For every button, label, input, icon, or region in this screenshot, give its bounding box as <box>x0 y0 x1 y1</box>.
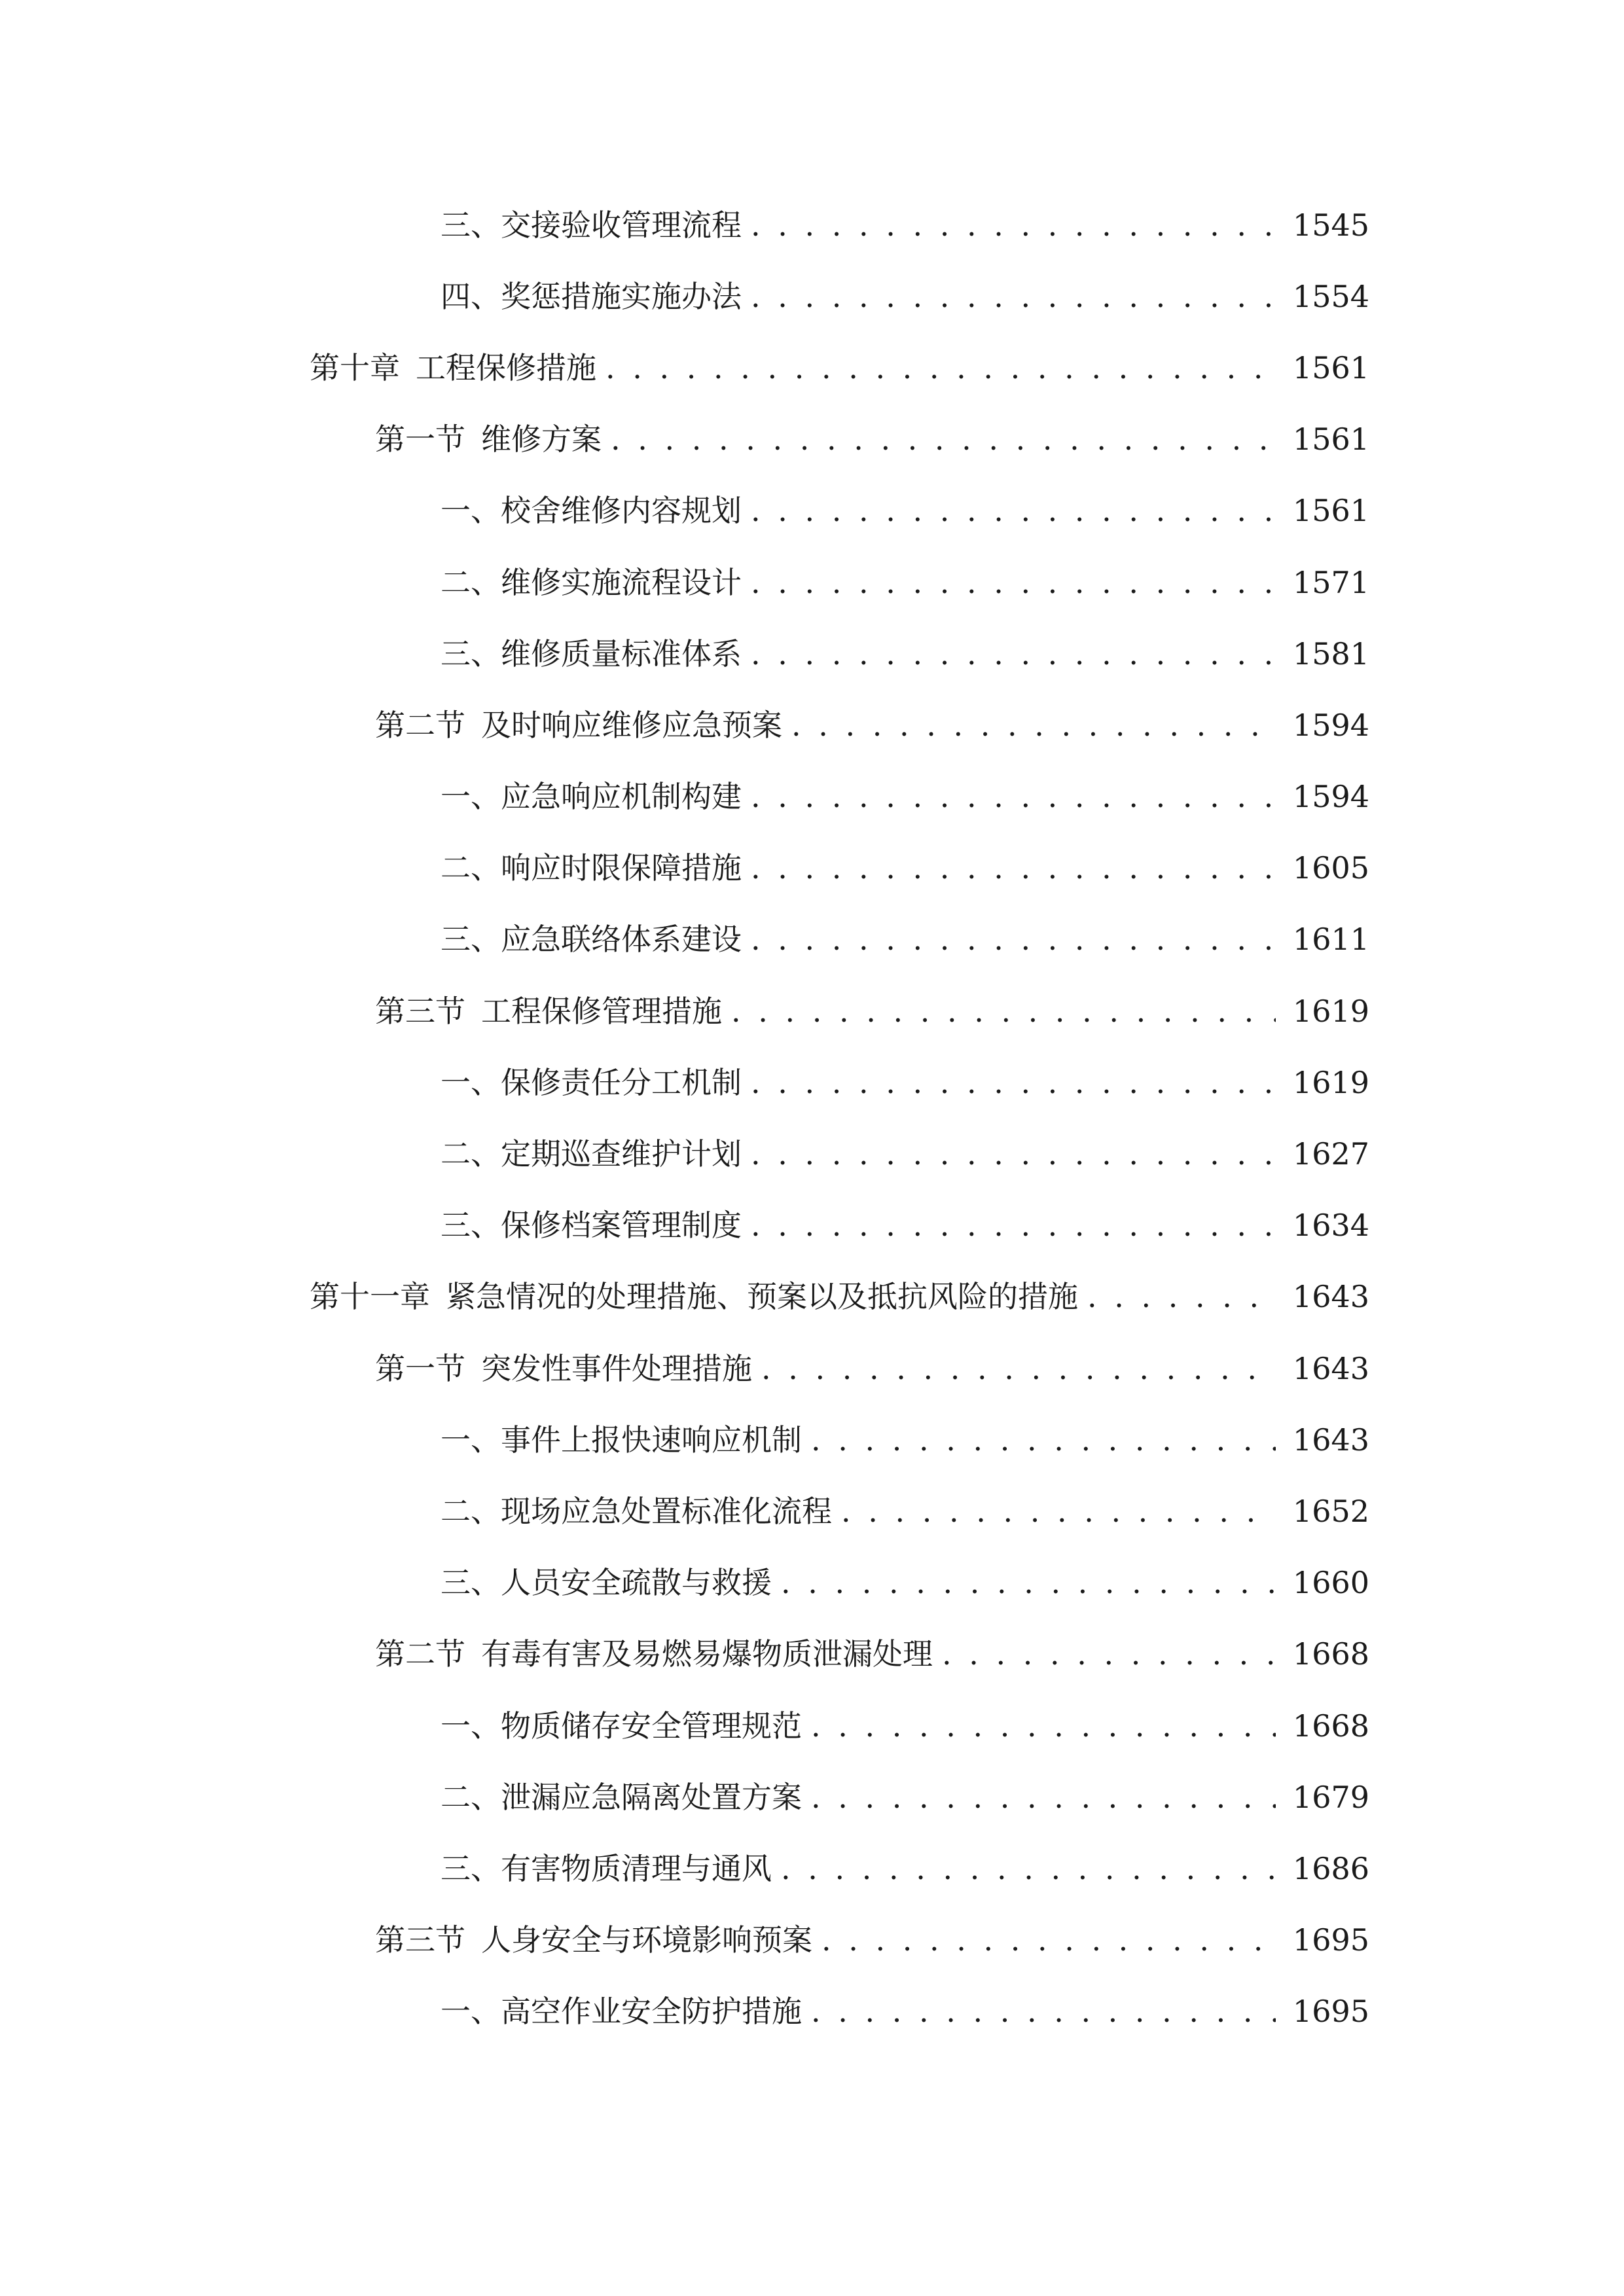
dot-leader <box>811 1782 1276 1812</box>
toc-entry-title: 交接验收管理流程 <box>501 207 742 243</box>
toc-page-number: 1643 <box>1292 1279 1369 1315</box>
toc-entry-title: 工程保修管理措施 <box>481 993 722 1029</box>
toc-entry-number: 一、 <box>441 779 501 815</box>
dot-leader <box>751 781 1276 812</box>
dot-leader <box>751 495 1276 526</box>
toc-subsection-entry[interactable] <box>0 904 1624 975</box>
toc-page-number: 1643 <box>1292 1422 1369 1458</box>
toc-page-number: 1619 <box>1292 993 1369 1029</box>
toc-subsection-entry[interactable] <box>0 475 1624 547</box>
toc-entry-title: 维修实施流程设计 <box>501 564 742 600</box>
toc-page-number: 1660 <box>1292 1565 1369 1601</box>
toc-subsection-entry[interactable] <box>0 761 1624 833</box>
toc-entry-number: 三、 <box>441 922 501 958</box>
toc-entry-title: 事件上报快速响应机制 <box>501 1422 802 1458</box>
dot-leader <box>751 853 1276 883</box>
toc-subsection-entry[interactable] <box>0 1761 1624 1833</box>
toc-page-number: 1545 <box>1292 207 1369 243</box>
toc-entry-number: 三、 <box>441 636 501 672</box>
toc-subsection-entry[interactable] <box>0 618 1624 689</box>
dot-leader <box>761 1354 1276 1384</box>
toc-entry-title: 人员安全疏散与救援 <box>501 1565 772 1601</box>
toc-entry-number: 三、 <box>441 1565 501 1601</box>
toc-page-number: 1594 <box>1292 707 1369 743</box>
toc-page-number: 1686 <box>1292 1850 1369 1886</box>
toc-subsection-entry[interactable] <box>0 1690 1624 1761</box>
toc-entry-title: 突发性事件处理措施 <box>481 1350 752 1386</box>
toc-subsection-entry[interactable] <box>0 1547 1624 1619</box>
toc-page-number: 1581 <box>1292 636 1369 672</box>
toc-page-number: 1627 <box>1292 1136 1369 1172</box>
dot-leader <box>751 567 1276 598</box>
toc-entry-number: 第一节 <box>375 422 465 457</box>
toc-page-number: 1561 <box>1292 350 1369 386</box>
toc-subsection-entry[interactable] <box>0 1976 1624 2047</box>
dot-leader <box>751 1210 1276 1240</box>
toc-entry-title: 物质储存安全管理规范 <box>501 1708 802 1744</box>
toc-entry-number: 四、 <box>441 278 501 314</box>
toc-subsection-entry[interactable] <box>0 260 1624 332</box>
dot-leader <box>751 281 1276 312</box>
dot-leader <box>731 996 1276 1026</box>
toc-subsection-entry[interactable] <box>0 1475 1624 1547</box>
toc-subsection-entry[interactable] <box>0 1833 1624 1904</box>
toc-section-entry[interactable] <box>0 1619 1624 1690</box>
toc-entry-title: 有毒有害及易燃易爆物质泄漏处理 <box>481 1636 933 1672</box>
toc-page-number: 1561 <box>1292 493 1369 529</box>
dot-leader <box>751 1139 1276 1169</box>
toc-chapter-entry[interactable] <box>0 332 1624 403</box>
toc-page-number: 1594 <box>1292 779 1369 815</box>
dot-leader <box>751 210 1276 240</box>
dot-leader <box>841 1496 1276 1526</box>
toc-page-number: 1619 <box>1292 1064 1369 1100</box>
toc-entry-title: 及时响应维修应急预案 <box>481 707 782 743</box>
toc-entry-title: 维修质量标准体系 <box>501 636 742 672</box>
toc-entry-number: 第二节 <box>375 1636 465 1672</box>
toc-subsection-entry[interactable] <box>0 833 1624 904</box>
toc-entry-title: 泄漏应急隔离处置方案 <box>501 1779 802 1815</box>
toc-section-entry[interactable] <box>0 404 1624 475</box>
dot-leader <box>821 1925 1276 1955</box>
toc-section-entry[interactable] <box>0 689 1624 761</box>
toc-entry-title: 保修档案管理制度 <box>501 1208 742 1244</box>
toc-entry-title: 保修责任分工机制 <box>501 1064 742 1100</box>
dot-leader <box>611 424 1276 454</box>
toc-page-number: 1679 <box>1292 1779 1369 1815</box>
toc-entry-number: 一、 <box>441 1064 501 1100</box>
toc-entry-number: 三、 <box>441 1850 501 1886</box>
toc-entry-title: 现场应急处置标准化流程 <box>501 1493 832 1529</box>
dot-leader <box>942 1639 1276 1669</box>
toc-page-number: 1605 <box>1292 850 1369 886</box>
toc-entry-title: 定期巡查维护计划 <box>501 1136 742 1172</box>
toc-entry-number: 第一节 <box>375 1350 465 1386</box>
dot-leader <box>791 710 1276 740</box>
toc-section-entry[interactable] <box>0 1905 1624 1976</box>
toc-page-number: 1668 <box>1292 1708 1369 1744</box>
toc-page-number: 1571 <box>1292 564 1369 600</box>
toc-chapter-entry[interactable] <box>0 1261 1624 1333</box>
toc-entry-number: 一、 <box>441 493 501 529</box>
dot-leader <box>751 639 1276 669</box>
toc-entry-number: 二、 <box>441 1493 501 1529</box>
dot-leader <box>605 353 1276 383</box>
toc-page-number: 1561 <box>1292 422 1369 457</box>
dot-leader <box>811 1425 1276 1455</box>
table-of-contents <box>0 189 1624 2047</box>
toc-entry-title: 紧急情况的处理措施、预案以及抵抗风险的措施 <box>446 1279 1078 1315</box>
toc-page-number: 1695 <box>1292 1922 1369 1958</box>
toc-page-number: 1554 <box>1292 278 1369 314</box>
dot-leader <box>751 924 1276 954</box>
toc-page-number: 1634 <box>1292 1208 1369 1244</box>
toc-entry-number: 第十一章 <box>310 1279 430 1315</box>
dot-leader <box>811 1996 1276 2026</box>
toc-page-number: 1695 <box>1292 1994 1369 2030</box>
toc-page-number: 1611 <box>1292 922 1369 958</box>
toc-entry-title: 维修方案 <box>481 422 602 457</box>
toc-entry-title: 人身安全与环境影响预案 <box>481 1922 812 1958</box>
toc-entry-number: 二、 <box>441 1779 501 1815</box>
toc-subsection-entry[interactable] <box>0 1404 1624 1475</box>
dot-leader <box>781 1568 1276 1598</box>
dot-leader <box>811 1711 1276 1741</box>
toc-entry-title: 高空作业安全防护措施 <box>501 1994 802 2030</box>
toc-entry-number: 二、 <box>441 1136 501 1172</box>
toc-page-number: 1668 <box>1292 1636 1369 1672</box>
toc-entry-title: 有害物质清理与通风 <box>501 1850 772 1886</box>
toc-section-entry[interactable] <box>0 975 1624 1047</box>
toc-entry-number: 一、 <box>441 1422 501 1458</box>
toc-subsection-entry[interactable] <box>0 1047 1624 1118</box>
toc-section-entry[interactable] <box>0 1333 1624 1404</box>
toc-entry-title: 工程保修措施 <box>416 350 596 386</box>
toc-entry-title: 响应时限保障措施 <box>501 850 742 886</box>
toc-page-number: 1652 <box>1292 1493 1369 1529</box>
toc-entry-title: 应急联络体系建设 <box>501 922 742 958</box>
toc-entry-title: 校舍维修内容规划 <box>501 493 742 529</box>
toc-entry-number: 三、 <box>441 207 501 243</box>
toc-subsection-entry[interactable] <box>0 1118 1624 1189</box>
toc-entry-number: 二、 <box>441 850 501 886</box>
toc-entry-title: 奖惩措施实施办法 <box>501 278 742 314</box>
toc-entry-number: 二、 <box>441 564 501 600</box>
toc-entry-number: 一、 <box>441 1708 501 1744</box>
toc-subsection-entry[interactable] <box>0 189 1624 260</box>
toc-entry-number: 第二节 <box>375 707 465 743</box>
toc-page-number: 1643 <box>1292 1350 1369 1386</box>
toc-entry-number: 三、 <box>441 1208 501 1244</box>
dot-leader <box>1087 1282 1276 1312</box>
dot-leader <box>751 1067 1276 1098</box>
dot-leader <box>781 1854 1276 1884</box>
toc-subsection-entry[interactable] <box>0 547 1624 618</box>
toc-entry-number: 第三节 <box>375 1922 465 1958</box>
toc-entry-number: 第三节 <box>375 993 465 1029</box>
toc-entry-title: 应急响应机制构建 <box>501 779 742 815</box>
toc-subsection-entry[interactable] <box>0 1190 1624 1261</box>
toc-entry-number: 第十章 <box>310 350 400 386</box>
toc-entry-number: 一、 <box>441 1994 501 2030</box>
